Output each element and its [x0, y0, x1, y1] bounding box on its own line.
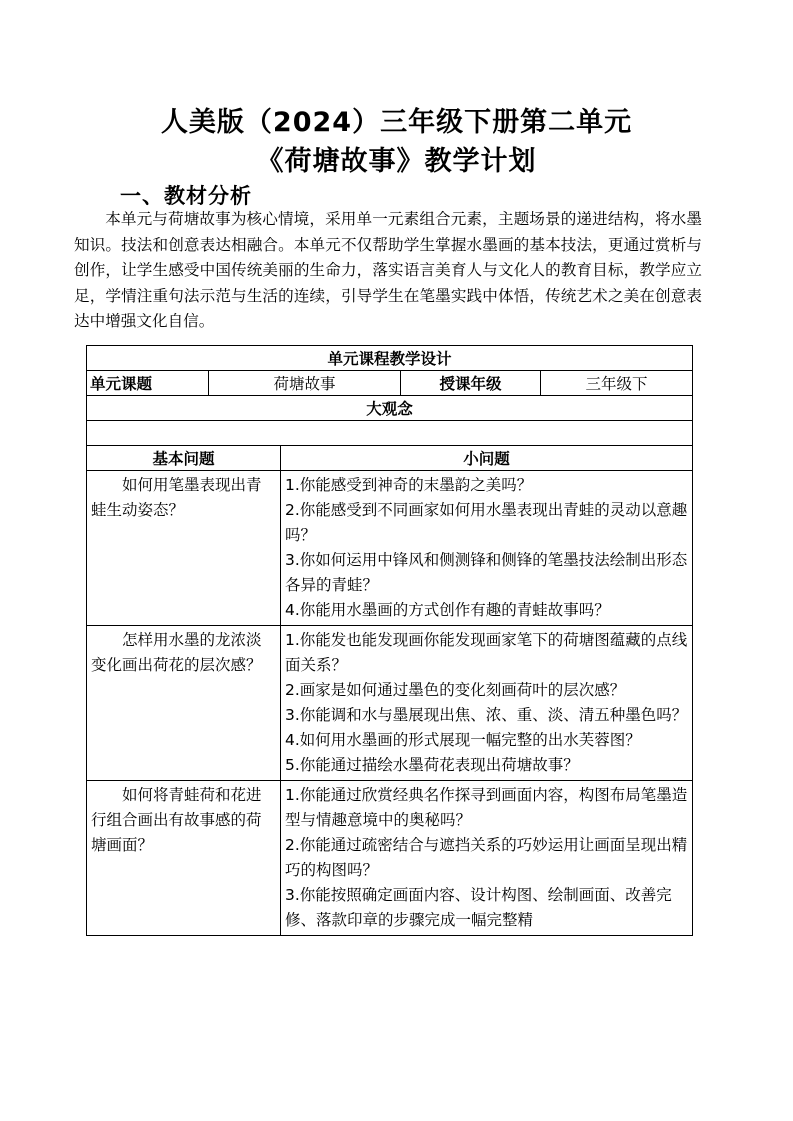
question-row-2: [87, 626, 693, 781]
section-heading-material-analysis: 一、教材分析: [120, 184, 252, 208]
document-title-line2: 《荷塘故事》教学计划: [256, 146, 537, 177]
basic-question-text: 如何将青蛙荷和花进行组合画出有故事感的荷塘画面？: [91, 786, 262, 854]
grade-value: 三年级下: [541, 371, 693, 396]
sub-question-item: 1.你能感受到神奇的末墨韵之美吗？: [285, 476, 533, 494]
basic-question: [87, 471, 281, 626]
big-concept-value: [87, 421, 693, 446]
sub-question-item: 4.如何用水墨画的形式展现一幅完整的出水芙蓉图？: [285, 731, 641, 749]
basic-question: [87, 781, 281, 936]
sub-question-item: 4.你能用水墨画的方式创作有趣的青蛙故事吗？: [285, 601, 610, 619]
big-concept-header-row: [87, 396, 693, 421]
sub-question-item: 2.画家是如何通过墨色的变化刻画荷叶的层次感？: [285, 681, 626, 699]
sub-question-item: 3.你能调和水与墨展现出焦、浓、重、淡、清五种墨色吗？: [285, 706, 688, 724]
document-title-line1: 人美版（2024）三年级下册第二单元: [160, 107, 633, 138]
sub-questions: [281, 471, 693, 626]
sub-question-item: 2.你能感受到不同画家如何用水墨表现出青蛙的灵动以意趣吗？: [285, 501, 688, 544]
questions-header-row: [87, 446, 693, 471]
sub-question-header: 小问题: [281, 446, 693, 471]
grade-label: 授课年级: [401, 371, 541, 396]
unit-course-design-table: [86, 345, 693, 936]
table-header-row: [87, 346, 693, 371]
sub-question-item: 3.你能按照确定画面内容、设计构图、绘制画面、改善完修、落款印章的步骤完成一幅完整精: [285, 886, 672, 929]
sub-question-item: 1.你能通过欣赏经典名作探寻到画面内容，构图布局笔墨造型与情趣意境中的奥秘吗？: [285, 786, 688, 829]
unit-info-row: [87, 371, 693, 396]
big-concept-content-row: [87, 421, 693, 446]
table-title: 单元课程教学设计: [87, 346, 693, 371]
sub-question-item: 2.你能通过疏密结合与遮挡关系的巧妙运用让画面呈现出精巧的构图吗？: [285, 836, 688, 879]
question-row-3: [87, 781, 693, 936]
unit-topic-value: 荷塘故事: [209, 371, 401, 396]
basic-question-text: 如何用笔墨表现出青蛙生动姿态？: [91, 476, 262, 519]
big-concept-label: 大观念: [87, 396, 693, 421]
basic-question-header: 基本问题: [87, 446, 281, 471]
intro-paragraph: 本单元与荷塘故事为核心情境，采用单一元素组合元素，主题场景的递进结构，将水墨知识。技法和创意表达相融合。本单元不仅帮助学生掌握水墨画的基本技法，更通过赏析与创作，让学生感受中国传统美丽的生命力，落实语言美育人与文化人的教育目标，教学应立足，学情注重句法示范与生活的连续，引导学生在笔墨实践中体悟，传统艺术之美在创意表达中增强文化自信。: [74, 210, 702, 331]
sub-questions: [281, 626, 693, 781]
basic-question-text: 怎样用水墨的龙浓淡变化画出荷花的层次感？: [91, 631, 262, 674]
sub-question-item: 5.你能通过描绘水墨荷花表现出荷塘故事？: [285, 756, 579, 774]
question-row-1: [87, 471, 693, 626]
unit-topic-label: 单元课题: [87, 371, 209, 396]
sub-question-item: 1.你能发也能发现画你能发现画家笔下的荷塘图蕴藏的点线面关系？: [285, 631, 688, 674]
sub-question-item: 3.你如何运用中锋风和侧测锋和侧锋的笔墨技法绘制出形态各异的青蛙？: [285, 551, 688, 594]
sub-questions: [281, 781, 693, 936]
basic-question: [87, 626, 281, 781]
